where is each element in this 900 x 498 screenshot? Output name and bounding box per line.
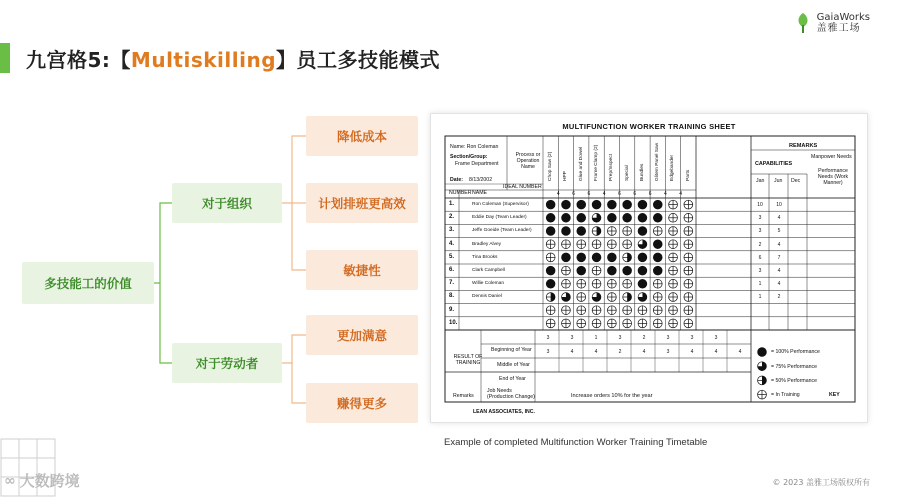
page-title: 九宫格5:【Multiskilling】员工多技能模式 (26, 48, 441, 72)
training-result-value: 4 (690, 349, 694, 355)
capability-jan: 10 (757, 202, 763, 208)
process-column-header: Chop Saw (2) (548, 151, 553, 181)
capability-jun: 4 (777, 281, 781, 288)
watermark-text: 大数跨境 (19, 472, 80, 490)
skill-cell-2-1 (546, 213, 555, 222)
skill-cell-2-6 (623, 213, 632, 222)
training-result-value: 4 (642, 349, 646, 355)
worker-name: Eddie Day (Team Leader) (472, 215, 527, 221)
ideal-number: 6 (633, 191, 637, 197)
skill-cell-1-6 (623, 200, 632, 209)
skill-cell-8-3 (577, 293, 586, 302)
skill-cell-5-10 (684, 253, 693, 262)
sheet-name-col-label: NAME (472, 190, 487, 196)
skill-cell-3-7 (638, 227, 647, 236)
skill-cell-4-2 (562, 240, 571, 249)
ideal-number: 4 (556, 191, 560, 197)
skill-cell-9-9 (669, 306, 678, 315)
month-jan: Jan (756, 178, 765, 184)
skill-cell-5-1 (546, 253, 555, 262)
skill-cell-4-10 (684, 240, 693, 249)
key-label: KEY (829, 392, 840, 398)
skill-cell-2-4 (592, 213, 601, 222)
training-result-value: 3 (546, 335, 550, 341)
training-result-value: 3 (546, 349, 550, 355)
sheet-remarks-label: REMARKS (789, 143, 818, 149)
sheet-section-value: Frame Department (455, 161, 499, 167)
skill-cell-6-4 (592, 266, 601, 275)
skill-cell-1-10 (684, 200, 693, 209)
capability-jan: 3 (758, 268, 762, 274)
capability-jun: 4 (777, 215, 781, 222)
skill-cell-3-9 (669, 227, 678, 236)
capability-jan: 6 (758, 254, 762, 261)
skill-cell-8-4 (592, 293, 601, 302)
skill-cell-6-6 (623, 266, 632, 275)
skill-cell-8-9 (669, 293, 678, 302)
training-result-value: 3 (714, 335, 718, 341)
skill-cell-2-3 (577, 213, 586, 222)
skill-cell-7-6 (623, 279, 632, 288)
copyright-footer: © 2023 盖雅工场版权所有 (772, 478, 870, 487)
skill-cell-7-7 (638, 279, 647, 288)
skill-cell-3-10 (684, 227, 693, 236)
skill-cell-2-9 (669, 213, 678, 222)
skill-cell-6-9 (669, 266, 678, 275)
training-result-value: 4 (570, 349, 574, 355)
capability-jun: 7 (777, 254, 781, 261)
training-result-value: 3 (666, 349, 670, 355)
key-100: = 100% Performance (771, 349, 820, 355)
mindmap-connectors (0, 0, 420, 498)
key-training: = In Training (771, 392, 800, 398)
skill-cell-6-8 (653, 266, 662, 275)
capability-jun: 10 (776, 202, 782, 208)
mindmap-root: 多技能工的价值 (22, 262, 154, 304)
skill-cell-4-1 (546, 240, 555, 249)
skill-cell-7-4 (592, 279, 601, 288)
ideal-number: 6 (587, 191, 591, 197)
skill-cell-3-3 (577, 227, 586, 236)
skill-cell-4-4 (592, 240, 601, 249)
skill-cell-8-7 (638, 293, 647, 302)
skill-cell-3-6 (623, 227, 632, 236)
skill-cell-10-8 (653, 319, 662, 328)
gaiaworks-logo (795, 12, 870, 34)
worker-name: Ron Coleman (Supervisor) (472, 202, 529, 207)
skill-cell-4-9 (669, 240, 678, 249)
skill-cell-9-2 (562, 306, 571, 315)
sheet-title: MULTIFUNCTION WORKER TRAINING SHEET (562, 122, 736, 131)
job-needs-label: Job Needs (Production Change) (487, 388, 535, 400)
training-result-value: 4 (738, 349, 742, 355)
skill-cell-1-3 (577, 200, 586, 209)
skill-cell-8-10 (684, 293, 693, 302)
result-middle-label: Middle of Year (497, 362, 530, 368)
skill-cell-9-4 (592, 306, 601, 315)
sheet-caption: Example of completed Multifunction Worker Training Timetable (444, 437, 708, 448)
worker-name: Dennis Daniel (472, 294, 502, 300)
process-column-header: Bundles (639, 163, 645, 181)
key-symbol-4 (758, 390, 767, 399)
skill-cell-5-8 (653, 253, 662, 262)
worker-row-number: 3. (449, 227, 455, 234)
worker-row-number: 9. (449, 306, 455, 313)
ideal-number: 4 (679, 191, 683, 197)
process-column-header: Glitem Panel Saw (655, 142, 661, 181)
training-result-value: 2 (642, 335, 646, 341)
skill-cell-10-7 (638, 319, 647, 328)
title-accent-bar (0, 43, 10, 73)
lean-associates-label: LEAN ASSOCIATES, INC. (473, 409, 535, 415)
skill-cell-9-1 (546, 306, 555, 315)
skill-cell-3-2 (562, 227, 571, 236)
process-column-header: Frame Clamp (2) (593, 144, 599, 181)
worker-name: Clark Campbell (472, 268, 505, 273)
training-sheet (430, 113, 868, 423)
worker-name: Willie Coleman (472, 281, 504, 287)
capability-jun: 2 (777, 294, 781, 301)
skill-cell-1-5 (607, 200, 616, 209)
process-column-header: Special (624, 165, 630, 181)
skill-cell-6-10 (684, 266, 693, 275)
training-result-value: 3 (666, 335, 670, 341)
leaf-earn-more: 赚得更多 (306, 383, 418, 423)
remarks-row-label: Remarks (453, 393, 474, 399)
capability-jun: 4 (777, 268, 781, 274)
skill-cell-4-5 (607, 240, 616, 249)
skill-cell-1-2 (562, 200, 571, 209)
skill-cell-1-4 (592, 200, 601, 209)
skill-cell-7-8 (653, 279, 662, 288)
sheet-ideal-label: IDEAL NUMBER (503, 184, 542, 190)
skill-cell-10-2 (562, 319, 571, 328)
skill-cell-7-3 (577, 279, 586, 288)
skill-cell-4-7 (638, 240, 647, 249)
skill-cell-5-9 (669, 253, 678, 262)
ideal-number: 4 (602, 191, 606, 197)
capability-jan: 2 (758, 241, 762, 248)
logo-text-cn: 盖雅工场 (816, 23, 861, 34)
skill-cell-9-10 (684, 306, 693, 315)
result-end-label: End of Year (499, 376, 526, 382)
skill-cell-8-6 (623, 293, 632, 302)
skill-cell-10-4 (592, 319, 601, 328)
skill-cell-1-9 (669, 200, 678, 209)
skill-cell-7-2 (562, 279, 571, 288)
tree-icon (795, 12, 811, 34)
training-result-value: 4 (714, 349, 718, 355)
skill-cell-4-3 (577, 240, 586, 249)
skill-cell-6-2 (562, 266, 571, 275)
skill-cell-5-5 (607, 253, 616, 262)
leaf-efficient-scheduling: 计划排班更高效 (306, 183, 418, 223)
skill-cell-1-7 (638, 200, 647, 209)
skill-cell-5-2 (562, 253, 571, 262)
skill-cell-9-8 (653, 306, 662, 315)
sheet-section-label: Section/Group: (450, 154, 488, 160)
skill-cell-10-1 (546, 319, 555, 328)
skill-cell-9-6 (623, 306, 632, 315)
skill-cell-9-5 (607, 306, 616, 315)
sheet-name: Name: Ron Coleman (450, 144, 499, 150)
skill-cell-4-6 (623, 240, 632, 249)
skill-cell-1-8 (653, 200, 662, 209)
sheet-performance-label: Performance Needs (Work Manner) (817, 168, 849, 186)
branch-workers: 对于劳动者 (172, 343, 282, 383)
month-dec: Dec (791, 178, 801, 184)
skill-cell-7-9 (669, 279, 678, 288)
skill-cell-8-5 (607, 293, 616, 302)
skill-cell-10-5 (607, 319, 616, 328)
key-symbol-1 (758, 348, 767, 357)
training-result-value: 4 (594, 349, 598, 355)
skill-cell-3-1 (546, 227, 555, 236)
worker-row-number: 5. (449, 253, 455, 260)
skill-cell-3-5 (607, 227, 616, 236)
capability-jan: 1 (758, 281, 762, 288)
skill-cell-10-6 (623, 319, 632, 328)
worker-row-number: 6. (449, 267, 455, 273)
sheet-date-value: 8/13/2002 (469, 177, 493, 183)
skill-cell-10-3 (577, 319, 586, 328)
skill-cell-10-9 (669, 319, 678, 328)
training-result-value: 3 (690, 335, 694, 341)
worker-name: Tina Brooks (472, 254, 498, 260)
capability-jan: 3 (758, 228, 762, 235)
skill-cell-9-3 (577, 306, 586, 315)
training-result-value: 3 (618, 335, 622, 341)
skill-cell-2-2 (562, 213, 571, 222)
ideal-number: 4 (664, 191, 667, 197)
sheet-number-label: NUMBER (449, 190, 472, 196)
worker-row-number: 7. (449, 280, 455, 287)
ideal-number: 6 (572, 191, 575, 197)
sheet-date-label: Date: (450, 177, 463, 183)
skill-cell-7-10 (684, 279, 693, 288)
worker-name: Jeffe Goeide (Team Leader) (472, 228, 532, 234)
training-result-value: 3 (570, 335, 574, 341)
result-begin-label: Beginning of Year (491, 347, 532, 353)
key-symbol-2 (758, 362, 767, 371)
sheet-capabilities-label: CAPABILITIES (755, 161, 793, 167)
capability-jan: 1 (758, 294, 762, 301)
skill-cell-6-3 (577, 266, 586, 275)
key-symbol-3 (758, 376, 767, 385)
month-jun: Jun (774, 178, 783, 184)
watermark-logo-icon: ∞ (4, 472, 16, 489)
skill-cell-2-8 (653, 213, 662, 222)
worker-row-number: 8. (449, 293, 455, 300)
process-column-header: HPP (563, 171, 569, 181)
worker-row-number: 4. (449, 240, 455, 247)
logo-text-en: GaiaWorks (816, 12, 870, 23)
skill-cell-8-1 (546, 293, 555, 302)
skill-cell-7-1 (546, 279, 555, 288)
skill-cell-6-1 (546, 266, 555, 275)
skill-cell-9-7 (638, 306, 647, 315)
ideal-number: 6 (618, 191, 621, 197)
skill-cell-4-8 (653, 240, 662, 249)
process-column-header: Prep/Inspect (609, 154, 615, 181)
worker-row-number: 10. (449, 319, 458, 326)
process-column-header: Glue and Dowel (578, 146, 584, 181)
worker-name: Bradley Alvey (472, 241, 502, 247)
skill-cell-2-5 (607, 213, 616, 222)
sheet-process-label: Process or Operation Name (515, 152, 541, 170)
skill-cell-1-1 (546, 200, 555, 209)
skill-cell-2-7 (638, 213, 647, 222)
skill-cell-3-8 (653, 227, 662, 236)
key-75: = 75% Performance (771, 364, 817, 370)
worker-row-number: 2. (449, 214, 455, 221)
skill-cell-5-3 (577, 253, 586, 262)
branch-organization: 对于组织 (172, 183, 282, 223)
leaf-agility: 敏捷性 (306, 250, 418, 290)
watermark (4, 470, 80, 491)
skill-cell-6-7 (638, 266, 647, 275)
process-column-header: Parts (685, 169, 691, 181)
training-result-value: 2 (618, 349, 622, 355)
skill-cell-5-6 (623, 253, 632, 262)
skill-cell-2-10 (684, 213, 693, 222)
skill-cell-8-2 (562, 293, 571, 302)
ideal-number: 6 (648, 191, 652, 197)
key-50: = 50% Performance (771, 378, 817, 384)
capability-jun: 5 (777, 228, 781, 235)
skill-cell-5-4 (592, 253, 601, 262)
skill-cell-10-10 (684, 319, 693, 328)
skill-cell-5-7 (638, 253, 647, 262)
skill-cell-7-5 (607, 279, 616, 288)
sheet-manpower-label: Manpower Needs (811, 154, 852, 160)
result-label: RESULT OF TRAINING (453, 354, 483, 366)
leaf-more-satisfied: 更加满意 (306, 315, 418, 355)
skill-cell-3-4 (592, 227, 601, 236)
skill-cell-8-8 (653, 293, 662, 302)
leaf-reduce-cost: 降低成本 (306, 116, 418, 156)
process-column-header: Edgebander (670, 154, 676, 181)
job-needs-value: Increase orders 10% for the year (571, 393, 653, 399)
worker-row-number: 1. (449, 201, 455, 207)
capability-jun: 4 (777, 241, 781, 248)
training-result-value: 1 (594, 335, 598, 341)
capability-jan: 3 (758, 215, 762, 222)
skill-cell-6-5 (607, 266, 616, 275)
